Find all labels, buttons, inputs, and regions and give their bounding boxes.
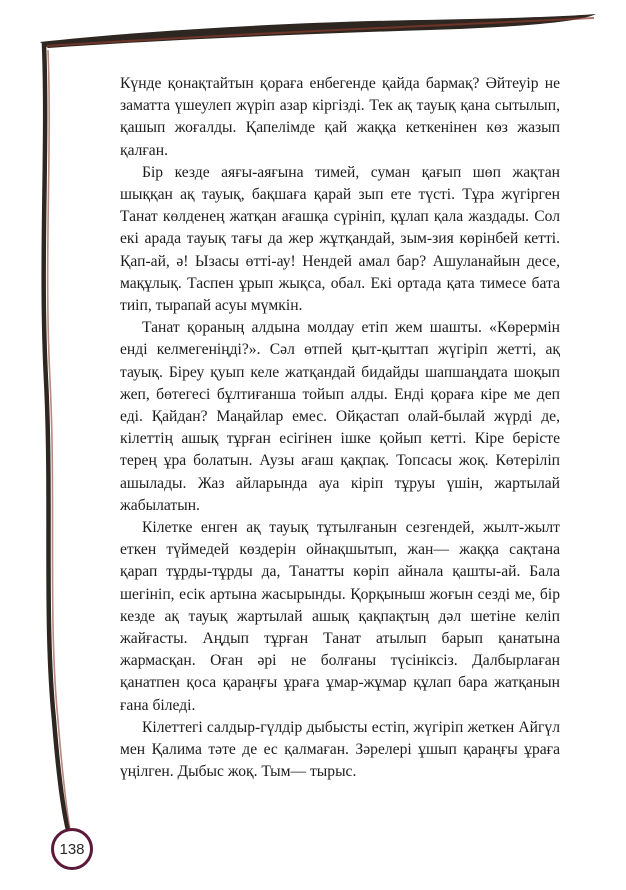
paragraph-4: Кілетке енген ақ тауық тұтылғанын сезгендей, жылт-жылт еткен түймедей көздерін ойнақшытып, жан— жаққа сақтана қарап тұрды-тұрды да, Танатты көріп айнала қашты-ай. Бала шегініп, есік артына жасырынды. Қорқыныш жоғын сезді ме, бір кезде ақ тауық жартылай ашық қақпақтың дәл шетіне келіп жайғасты. Аңдып тұрған Танат атылып барып қанатына жармасқан. Оған әрі не болғаны түсініксіз. Далбырлаған қанатпен қоса қараңғы ұраға ұмар-жұмар құлап бара жатқанын ғана біледі. bbox=[120, 519, 560, 714]
paragraph-3: Танат қораның алдына молдау етіп жем шашты. «Көрермін енді келмегеніңді?». Сәл өтпей қыт-қыттап жүгіріп жетті, ақ тауық. Біреу қуып келе жатқандай бидайды шапшаңдата шоқып жеп, бөтегесі бұлтиғанша тойып алды. Енді қораға кіре ме деп еді. Қайдан? Маңайлар емес. Ойқастап олай-былай жүрді де, кілеттің ашық тұрған есігінен ішке қойып кетті. Кіре берісте терең ұра болатын. Аузы ағаш қақпақ. Топсасы жоқ. Көтеріліп ашылады. Жаз айларында ауа кіріп тұруы үшін, жартылай жабылатын. bbox=[120, 319, 560, 514]
paragraph-2: Бір кезде аяғы-аяғына тимей, суман қағып шөп жақтан шыққан ақ тауық, бақшаға қарай зып ете түсті. Тұра жүгірген Танат көлденең жатқан ағашқа сүрініп, құлап қала жаздады. Сол екі арада тауық тағы да жер жұтқандай, зым-зия көрінбей кетті. Қап-ай, ә! Ызасы өтті-ау! Нендей амал бар? Ашуланайын десе, мақұлық. Таспен ұрып жықса, обал. Екі ортада қата тимесе бата тиіп, тырапай асуы мүмкін. bbox=[120, 163, 560, 315]
frame-left-stroke bbox=[44, 44, 68, 830]
paragraph-1: Күнде қонақтайтын қораға енбегенде қайда бармақ? Әйтеуір не заматта үшеулеп жүріп азар кіргізді. Тек ақ тауық қана сытылып, қашып жоғалды. Қапелімде қай жаққа кеткенінен көз жазып қалған. bbox=[120, 75, 560, 159]
frame-top-stroke bbox=[40, 14, 596, 48]
paragraph-5: Кілеттегі салдыр-гүлдір дыбысты естіп, жүгіріп жеткен Айгүл мен Қалима тәте де ес қалмаған. Зәрелері ұшып қараңғы ұраға үңілген. Дыбыс жоқ. Тым— тырыс. bbox=[120, 718, 560, 781]
story-text bbox=[120, 73, 560, 784]
frame-top-shadow bbox=[46, 18, 594, 46]
frame-left-shadow bbox=[48, 50, 70, 830]
page-number: 138 bbox=[51, 828, 93, 870]
